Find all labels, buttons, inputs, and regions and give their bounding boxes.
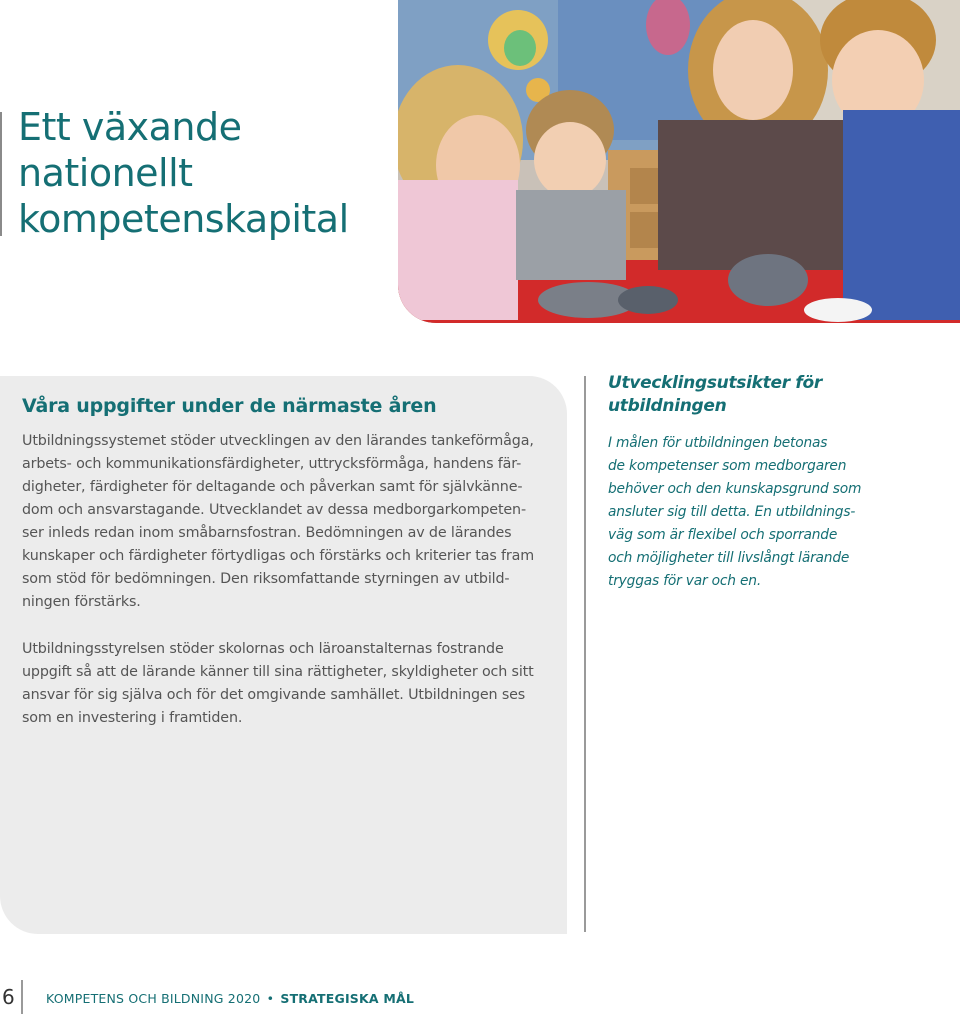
sidebar-heading bbox=[608, 372, 938, 418]
footer-section: STRATEGISKA MÅL bbox=[280, 991, 415, 1006]
title-line-3: kompetenskapital bbox=[18, 197, 349, 241]
classroom-photo bbox=[398, 0, 960, 323]
paragraph-line: kunskaper och färdigheter förtydligas och förstärks och kriterier tas fram bbox=[22, 548, 535, 564]
paragraph-line: digheter, färdigheter för deltagande och påverkan samt för självkänne- bbox=[22, 479, 523, 495]
footer-bullet: • bbox=[266, 991, 275, 1006]
paragraph-line: Utbildningsstyrelsen stöder skolornas och läroanstalternas fostrande bbox=[22, 641, 504, 657]
paragraph-2 bbox=[22, 638, 562, 730]
paragraph-line: arbets- och kommunikationsfärdigheter, uttrycksförmåga, handens fär- bbox=[22, 456, 522, 472]
sidebar-line: de kompetenser som medborgaren bbox=[608, 458, 847, 474]
section-heading: Våra uppgifter under de närmaste åren bbox=[22, 395, 437, 417]
sidebar-text bbox=[608, 432, 948, 593]
sidebar-line: tryggas för var och en. bbox=[608, 573, 761, 589]
paragraph-line: som en investering i framtiden. bbox=[22, 710, 243, 726]
sidebar-line: I målen för utbildningen betonas bbox=[608, 435, 828, 451]
paragraph-line: Utbildningssystemet stöder utvecklingen av den lärandes tankeförmåga, bbox=[22, 433, 534, 449]
paragraph-line: ser inleds redan inom småbarnsfostran. Bedömningen av de lärandes bbox=[22, 525, 512, 541]
footer-publication: KOMPETENS OCH BILDNING 2020 bbox=[46, 991, 261, 1006]
paragraph-line: ningen förstärks. bbox=[22, 594, 141, 610]
paragraph-line: uppgift så att de lärande känner till sina rättigheter, skyldigheter och sitt bbox=[22, 664, 534, 680]
title-rule bbox=[0, 112, 2, 236]
sidebar-heading-line: Utvecklingsutsikter för bbox=[608, 373, 822, 393]
sidebar-line: behöver och den kunskapsgrund som bbox=[608, 481, 862, 497]
paragraph-line: som stöd för bedömningen. Den riksomfattande styrningen av utbild- bbox=[22, 571, 510, 587]
sidebar-rule bbox=[584, 376, 586, 932]
sidebar-heading-line: utbildningen bbox=[608, 396, 727, 416]
paragraph-1 bbox=[22, 430, 562, 614]
sidebar-line: väg som är flexibel och sporrande bbox=[608, 527, 838, 543]
title-line-1: Ett växande bbox=[18, 105, 242, 149]
sidebar-line: ansluter sig till detta. En utbildnings- bbox=[608, 504, 856, 520]
paragraph-line: dom och ansvarstagande. Utvecklandet av dessa medborgarkompeten- bbox=[22, 502, 526, 518]
title-line-2: nationellt bbox=[18, 151, 193, 195]
page-number: 6 bbox=[2, 985, 15, 1009]
footer-running-title bbox=[46, 990, 414, 1008]
page-title bbox=[18, 104, 378, 242]
footer-rule bbox=[21, 980, 23, 1014]
sidebar-line: och möjligheter till livslångt lärande bbox=[608, 550, 850, 566]
paragraph-line: ansvar för sig själva och för det omgivande samhället. Utbildningen ses bbox=[22, 687, 526, 703]
